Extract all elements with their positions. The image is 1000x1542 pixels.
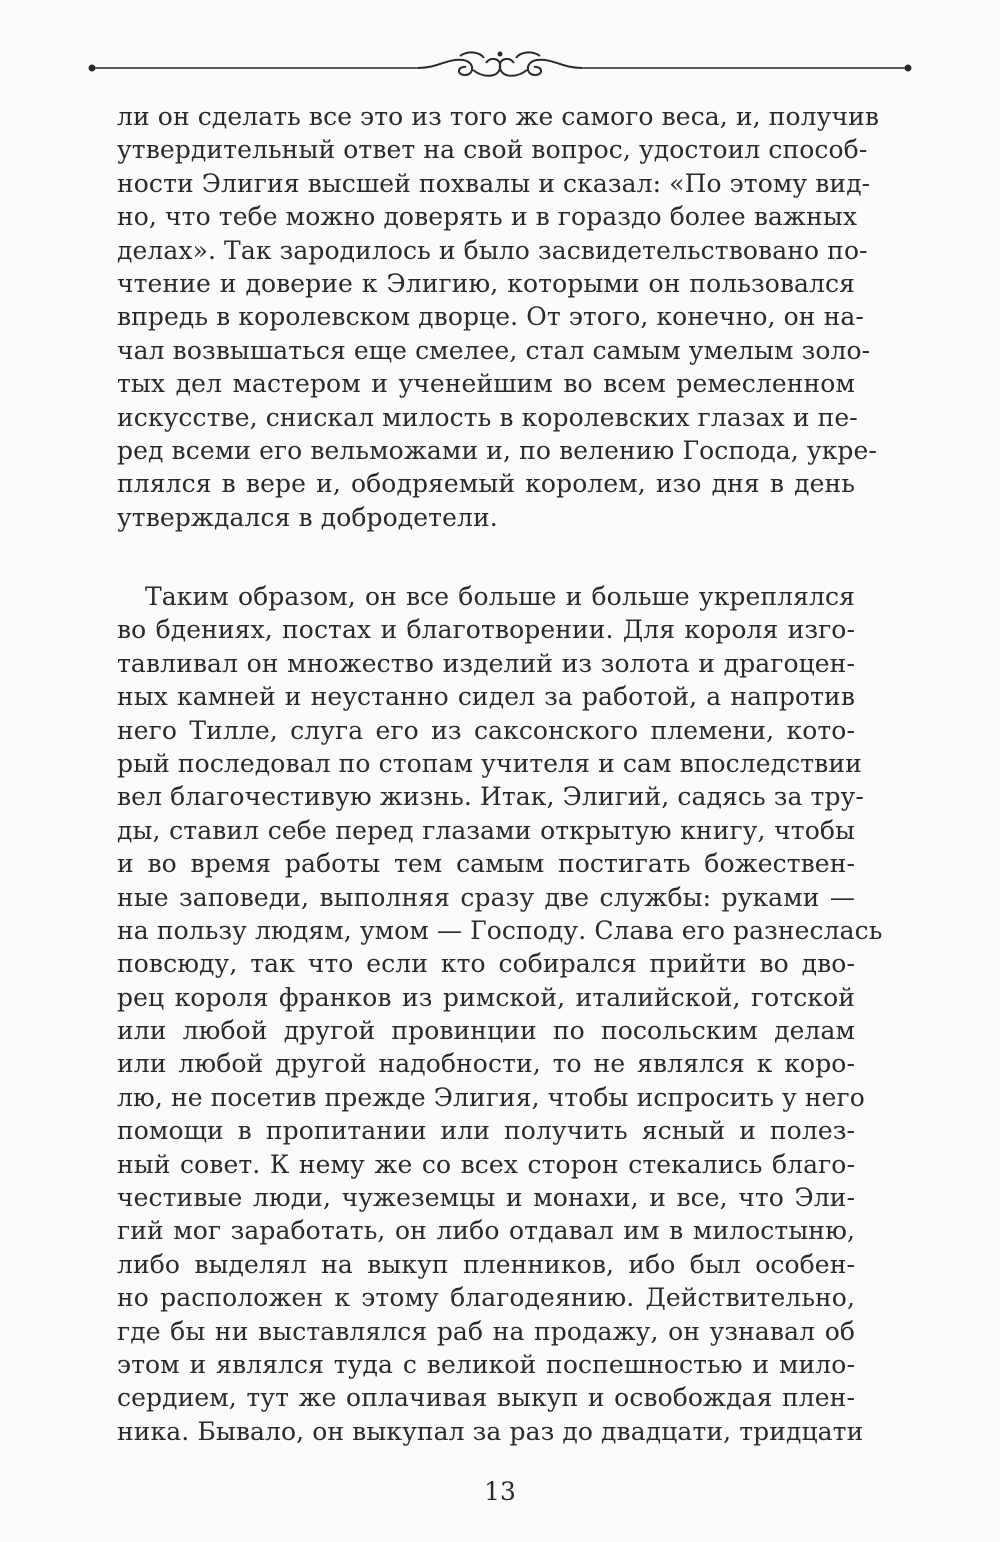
text-line: либо выделял на выкуп пленников, ибо был особен-	[117, 1249, 855, 1279]
text-line: но, что тебе можно доверять и в гораздо более важных	[117, 202, 858, 232]
text-line: помощи в пропитании или получить ясный и полез-	[117, 1116, 855, 1146]
text-line: сердием, тут же оплачивая выкуп и освобождая плен-	[117, 1383, 855, 1413]
text-line: и во время работы тем самым постигать божествен-	[117, 849, 855, 879]
text-line: но расположен к этому благодеянию. Действительно,	[117, 1283, 855, 1313]
text-line: этом и являлся туда с великой поспешностью и мило-	[117, 1349, 855, 1379]
text-line: вел благочестивую жизнь. Итак, Элигий, садясь за тру-	[117, 782, 864, 812]
text-line: на пользу людям, умом — Господу. Слава его разнеслась	[117, 915, 883, 945]
text-line: тавливал он множество изделий из золота и драгоцен-	[117, 648, 855, 678]
text-line: лю, не посетив прежде Элигия, чтобы испросить у него	[117, 1082, 865, 1112]
text-line: искусстве, снискал милость в королевских глазах и пе-	[117, 402, 858, 432]
text-line: во бдениях, постах и благотворении. Для короля изго-	[117, 615, 855, 645]
text-line: рый последовал по стопам учителя и сам впоследствии	[117, 748, 862, 778]
text-line: рец короля франков из римской, италийской, готской	[117, 982, 855, 1012]
text-line: плялся в вере и, ободряемый королем, изо дня в день	[117, 469, 855, 499]
text-line: или любой другой провинции по посольским делам	[117, 1016, 855, 1046]
page-number: 13	[484, 1477, 516, 1506]
text-line: ды, ставил себе перед глазами открытую книгу, чтобы	[117, 815, 855, 845]
text-line: или любой другой надобности, то не являлся к коро-	[117, 1049, 855, 1079]
text-line: утвердительный ответ на свой вопрос, удостоил способ-	[117, 135, 868, 165]
text-line: ные заповеди, выполняя сразу две службы: руками —	[117, 882, 855, 912]
header-ornament	[88, 48, 912, 88]
text-line: ный совет. К нему же со всех сторон стекались благо-	[117, 1149, 855, 1179]
text-line: ред всеми его вельможами и, по велению Господа, укре-	[117, 435, 877, 465]
text-line: ника. Бывало, он выкупал за раз до двадцати, тридцати	[117, 1416, 864, 1446]
text-line: повсюду, так что если кто собирался прийти во дво-	[117, 949, 855, 979]
text-line: тых дел мастером и ученейшим во всем ремесленном	[117, 369, 855, 399]
text-line: чал возвышаться еще смелее, стал самым умелым золо-	[117, 335, 871, 365]
text-line: гий мог заработать, он либо отдавал им в милостыню,	[117, 1216, 855, 1246]
paragraph-1	[117, 100, 880, 534]
text-line: чтение и доверие к Элигию, которыми он пользовался	[117, 268, 855, 298]
paragraph-2	[117, 580, 883, 1448]
text-line: честивые люди, чужеземцы и монахи, и все, что Эли-	[117, 1183, 855, 1213]
text-line: где бы ни выставлялся раб на продажу, он узнавал об	[117, 1316, 855, 1346]
text-line: впредь в королевском дворце. От этого, конечно, он на-	[117, 302, 864, 332]
text-line: ности Элигия высшей похвалы и сказал: «По этому вид-	[117, 168, 871, 198]
text-line: него Тилле, слуга его из саксонского племени, кото-	[117, 715, 855, 745]
text-line: ли он сделать все это из того же самого веса, и, получив	[117, 102, 880, 131]
text-line: утверждался в добродетели.	[117, 502, 498, 532]
text-line: ных камней и неустанно сидел за работой, а напротив	[117, 682, 855, 712]
text-line: Таким образом, он все больше и больше укреплялся	[145, 582, 855, 611]
text-line: делах». Так зародилось и было засвидетельствовано по-	[117, 235, 868, 265]
